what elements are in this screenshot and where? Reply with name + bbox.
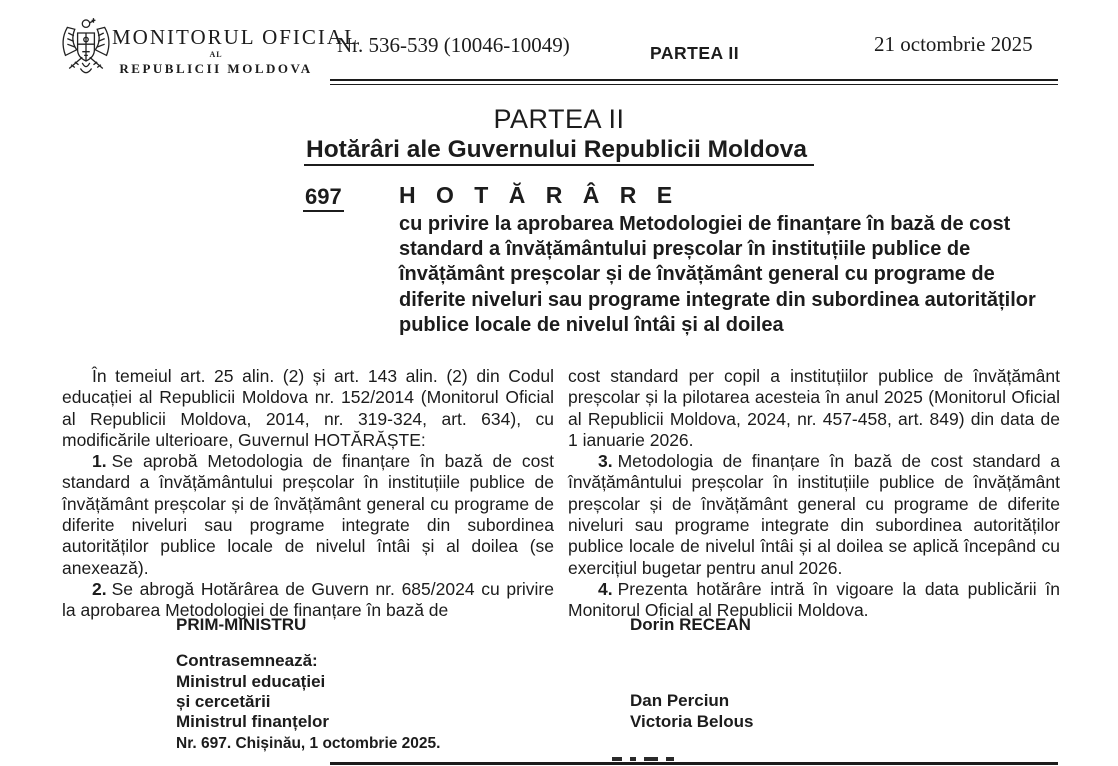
paragraph-point-2-continued: cost standard per copil a instituțiilor publice de învățământ preșcolar și la pilotarea acesteia în anul 2025 (Monitorul Oficial al Republicii Moldova, 2024, nr. 457-458, art. 849) din data de 1 ianuarie 2026. bbox=[568, 366, 1060, 450]
paragraph-preamble: În temeiul art. 25 alin. (2) și art. 143 alin. (2) din Codul educației al Republicii Moldova nr. 152/2014 (Monitorul Oficial al Republicii Moldova, 2014, nr. 319-324, art. 634), cu modificările ulterioare, Guvernul HOTĂRĂȘTE: bbox=[62, 366, 554, 450]
paragraph-point-4: 4. Prezenta hotărâre intră în vigoare la data publicării în Monitorul Oficial al Republicii Moldova. bbox=[568, 578, 1060, 621]
body-column-right bbox=[568, 366, 1060, 622]
clipped-text-fragment bbox=[630, 757, 636, 761]
section-title: PARTEA II bbox=[493, 104, 625, 134]
paragraph-point-1: 1. Se aprobă Metodologia de finanțare în bază de cost standard a învățământului preșcolar în instituțiile publice de învățământ preșcolar și de învățământ general cu programe de diferite niveluri sau programe integrate din subordinea autorităților publice locale de nivelul întâi și al doilea (se anexează). bbox=[62, 451, 554, 578]
issue-date: 21 octombrie 2025 bbox=[874, 32, 1033, 56]
header-part-label: PARTEA II bbox=[650, 43, 740, 63]
signature-pm-title: PRIM-MINISTRU bbox=[176, 615, 307, 634]
minister-finance-name: Victoria Belous bbox=[630, 712, 754, 731]
decree-type-heading: H O T Ă R Â R E bbox=[399, 182, 680, 208]
paragraph-point-2: 2. Se abrogă Hotărârea de Guvern nr. 685/2024 cu privire la aprobarea Metodologiei de finanțare în bază de bbox=[62, 578, 554, 621]
masthead-org: REPUBLICII MOLDOVA bbox=[119, 61, 313, 76]
minister-education-name: Dan Perciun bbox=[630, 691, 730, 710]
bottom-clipped-rule bbox=[330, 762, 1058, 765]
countersign-label: Contrasemnează: bbox=[176, 651, 318, 670]
issue-number: Nr. 536-539 (10046-10049) bbox=[337, 33, 570, 57]
decree-issue-line: Nr. 697. Chișinău, 1 octombrie 2025. bbox=[176, 735, 441, 752]
minister-education-title-line1: Ministrul educației bbox=[176, 671, 326, 691]
minister-finance-title: Ministrul finanțelor bbox=[176, 712, 329, 731]
section-subtitle bbox=[0, 136, 1118, 164]
signature-pm-name: Dorin RECEAN bbox=[630, 615, 751, 634]
masthead-al: AL bbox=[209, 50, 223, 59]
decree-number: 697 bbox=[303, 184, 344, 210]
section-subtitle-text: Hotărâri ale Guvernului Republicii Moldova bbox=[304, 136, 814, 166]
masthead-title: MONITORUL OFICIAL bbox=[112, 25, 359, 49]
countersign-block bbox=[176, 651, 325, 713]
masthead bbox=[112, 25, 359, 76]
paragraph-point-3: 3. Metodologia de finanțare în bază de cost standard a învățământului preșcolar în instituțiile publice de învățământ preșcolar și de învățământ general cu programe de diferite niveluri sau programe integrate din subordinea autorităților publice locale de nivelul întâi și al doilea se aplică începând cu exercițiul bugetar pentru anul 2026. bbox=[568, 451, 1060, 578]
clipped-text-fragment bbox=[666, 757, 674, 761]
body-column-left bbox=[62, 366, 554, 622]
header-double-rule bbox=[330, 79, 1058, 85]
moldova-coat-of-arms-icon bbox=[58, 14, 114, 80]
clipped-text-fragment bbox=[644, 757, 658, 761]
decree-subject: cu privire la aprobarea Metodologiei de finanțare în bază de cost standard a învățământului preșcolar în instituțiile publice de învățământ preșcolar și de învățământ general cu programe de diferite niveluri sau programe integrate din subordinea autorităților publice locale de nivelul întâi și al doilea bbox=[399, 213, 1036, 336]
minister-education-title-line2: și cercetării bbox=[176, 692, 271, 712]
clipped-text-fragment bbox=[612, 757, 622, 761]
